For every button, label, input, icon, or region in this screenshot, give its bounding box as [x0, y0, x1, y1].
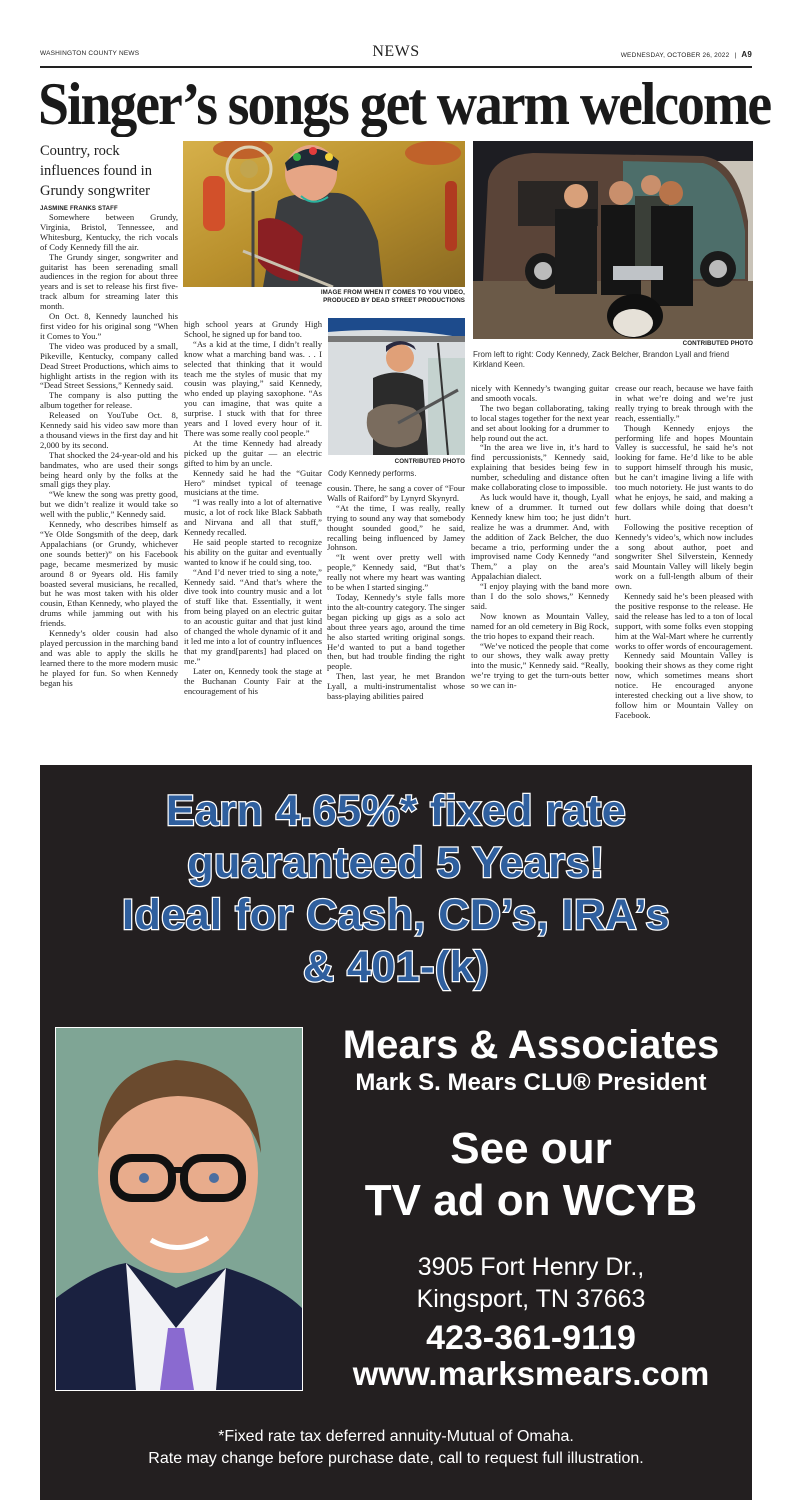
- paragraph: The company is also putting the album together for release.: [40, 390, 178, 411]
- paragraph: “It went over pretty well with people,” Kennedy said, “But that’s really not where my heart was wanting to be when I started singing.”: [327, 552, 465, 593]
- paragraph: Now known as Mountain Valley, named for an old cemetery in Big Rock, the trio hopes to expand their reach.: [471, 610, 609, 641]
- article-headline: Singer’s songs get warm welcome: [38, 71, 771, 137]
- paragraph: Kennedy, who describes himself as “Ye Olde Songsmith of the deep, dark Appalachians (or Grundy, whichever one sounds better)” on his Facebook page, became mesmerized by music around 8 or 9years old. His family boasted several musicians, he recalled, but he was most taken with his older cousin, Ethan Kennedy, who played the drums while jamming out with his friends.: [40, 519, 178, 629]
- man-with-glasses-portrait: [56, 1028, 302, 1390]
- paragraph: Kennedy’s older cousin had also played percussion in the marching band and was able to apply the skills he learned there to the more modern music he played for fun. So when Kennedy began his: [40, 628, 178, 688]
- ad-person-title: Mark S. Mears CLU® President: [355, 1069, 707, 1096]
- paragraph: The Grundy singer, songwriter and guitarist has been serenading small audiences in the region for about three years and is set to release his first five-track album for streaming later this month.: [40, 251, 178, 312]
- performance-photo-credit: CONTRIBUTED PHOTO: [394, 458, 465, 465]
- paragraph: The video was produced by a small, Pikeville, Kentucky, company called Dead Street Productions, which aims to highlight artists in the region with its “Dead Street Sessions,” Kennedy said.: [40, 340, 178, 391]
- ad-disclaimer-line-1: *Fixed rate tax deferred annuity-Mutual of Omaha.: [218, 1428, 574, 1445]
- paragraph: The two began collaborating, taking to local stages together for the next year and set about looking for a drummer to help round out the act.: [471, 402, 609, 443]
- paragraph: nicely with Kennedy’s twanging guitar and smooth vocals.: [471, 383, 609, 403]
- mears-associates-ad: [40, 765, 752, 1500]
- paragraph: Kennedy said he’s been pleased with the positive response to the release. He said the release has led to a ton of local support, with some folks even stopping him at the Wal-Mart where he currently works to offer words of encouragement.: [615, 591, 753, 651]
- video-still-photo: [183, 141, 465, 287]
- paragraph: Kennedy said he had the “Guitar Hero” mindset typical of teenage musicians at the time.: [184, 467, 322, 498]
- paragraph: Released on YouTube Oct. 8, Kennedy said his video saw more than a thousand views in the first day and hit 2,000 by its second.: [40, 410, 178, 450]
- ad-tv-line-2: TV ad on WCYB: [364, 1176, 698, 1225]
- ad-disclaimer-line-2: Rate may change before purchase date, call to request full illustration.: [148, 1450, 644, 1467]
- ad-website[interactable]: www.marksmears.com: [352, 1355, 710, 1392]
- section-label: NEWS: [372, 43, 420, 60]
- paragraph: crease our reach, because we have faith in what we’re doing and we’re just really trying to break through with the reach, essentially.”: [615, 383, 753, 423]
- ad-tv-line-1: See our: [450, 1124, 612, 1173]
- article-column-2: [184, 320, 322, 696]
- paragraph: Then, last year, he met Brandon Lyall, a multi-instrumentalist whose bass-playing abilities paired: [327, 671, 465, 702]
- byline: JASMINE FRANKS STAFF: [40, 206, 118, 212]
- publication-name: WASHINGTON COUNTY NEWS: [40, 50, 140, 57]
- issue-date: WEDNESDAY, OCTOBER 26, 2022: [620, 52, 730, 59]
- page-number: A9: [741, 50, 752, 59]
- folio-date-page: [621, 50, 752, 59]
- paragraph: That shocked the 24-year-old and his bandmates, who are used their songs being heard only by the folks at the small gigs they play.: [40, 449, 178, 490]
- article-deck: Country, rock influences found in Grundy songwriter: [40, 143, 152, 199]
- ad-rate-headline: Earn 4.65%* fixed rate guaranteed 5 Years! Ideal for Cash, CD’s, IRA’s & 401-(k): [122, 787, 670, 991]
- paragraph: As luck would have it, though, Lyall knew of a drummer. It turned out Kennedy knew him too; he just didn’t realize he was a drummer. And, with the addition of Zack Belcher, the duo became a trio, performing under the improvised name Cody Kennedy “and Them,” a play on the area’s Appalachian dialect.: [471, 491, 609, 582]
- paragraph: cousin. There, he sang a cover of “Four Walls of Raiford” by Lynyrd Skynyrd.: [327, 483, 465, 503]
- ad-address-line-2: Kingsport, TN 37663: [416, 1285, 646, 1313]
- paragraph: Following the positive reception of Kennedy’s video’s, which now includes a song about author, poet and songwriter Shel Silverstein, Kennedy said Mountain Valley will likely begin work on a full-length album of their own.: [615, 521, 753, 592]
- ad-company-name: Mears & Associates: [342, 1023, 720, 1067]
- folio-separator: |: [734, 52, 737, 59]
- band-with-van-image: [473, 141, 753, 339]
- band-photo: [473, 141, 753, 339]
- ad-address-line-1: 3905 Fort Henry Dr.,: [417, 1253, 645, 1281]
- paragraph: “I enjoy playing with the band more than I do the solo shows,” Kennedy said.: [471, 581, 609, 611]
- article-column-3: [327, 484, 465, 702]
- paragraph: “As a kid at the time, I didn’t really know what a marching band was. . . I selected that thinking that it would teach me the styles of music that my cousin was playing,” said Kennedy, who ended up playing saxophone. “As you can imagine, that was quite a surprise. I stuck with that for three years and I loved every hour of it. There was some really cool people.”: [184, 338, 322, 438]
- paragraph: “In the area we live in, it’s hard to find percussionists,” Kennedy said, explaining that besides being few in number, scheduling and distance often make collaborating close to impossible.: [471, 442, 609, 493]
- paragraph: At the time Kennedy had already picked up the guitar — an electric gifted to him by an uncle.: [184, 437, 322, 468]
- article-column-4: [471, 384, 609, 691]
- singer-with-guitar-image: [183, 141, 465, 287]
- paragraph: “I was really into a lot of alternative music, a lot of rock like Black Sabbath and Nirvana and all that stuff,” Kennedy recalled.: [184, 497, 322, 538]
- singer-performing-image: [328, 318, 465, 455]
- paragraph: “We knew the song was pretty good, but we didn’t realize it would take so well with the public,” Kennedy said.: [40, 489, 178, 520]
- paragraph: “At the time, I was really, really trying to sound any way that somebody thought sounded good,” he said, recalling being influenced by Jamey Johnson.: [327, 502, 465, 553]
- band-photo-cutline: From left to right: Cody Kennedy, Zack Belcher, Brandon Lyall and friend Kirkland Keen.: [473, 350, 730, 369]
- article-column-5: [615, 384, 753, 721]
- paragraph: Kennedy said Mountain Valley is booking their shows as they come right now, which sometimes means short notice. He encouraged anyone interested checking out a live show, to follow him or Mountain Valley on Facebook.: [615, 650, 753, 720]
- paragraph: high school years at Grundy High School, he signed up for band too.: [184, 319, 322, 339]
- paragraph: “We’ve noticed the people that come to our shows, they walk away pretty into the music,” Kennedy said. “Really, we’re trying to get the turn-outs better so we can in-: [471, 640, 609, 691]
- paragraph: On Oct. 8, Kennedy launched his first video for his original song “When it Comes to You.”: [40, 311, 178, 341]
- paragraph: He said people started to recognize his ability on the guitar and eventually wanted to know if he could sing, too.: [184, 536, 322, 567]
- paragraph: Somewhere between Grundy, Virginia, Bristol, Tennessee, and Whitesburg, Kentucky, the rich vocals of Cody Kennedy fill the air.: [40, 212, 178, 252]
- ad-phone[interactable]: 423-361-9119: [426, 1319, 636, 1357]
- video-still-credit: IMAGE FROM WHEN IT COMES TO YOU VIDEO, PRODUCED BY DEAD STREET PRODUCTIONS: [320, 289, 465, 304]
- band-photo-credit: CONTRIBUTED PHOTO: [682, 340, 753, 347]
- article-column-1: [40, 213, 178, 689]
- paragraph: Today, Kennedy’s style falls more into the alt-country category. The singer began picking up gigs as a solo act about three years ago, around the time he also started writing original songs. He’d wanted to put a band together then, but had trouble finding the right people.: [327, 591, 465, 672]
- paragraph: Though Kennedy enjoys the performing life and hopes Mountain Valley is successful, he said he’s not looking for fame. He’d like to be able to support himself through his music, but he can’t imagine living a life with too much notoriety. He just wants to do what he enjoys, he said, and making a few dollars while doing that doesn’t hurt.: [615, 422, 753, 522]
- performance-photo: [328, 318, 465, 455]
- masthead-rule: [40, 66, 752, 68]
- paragraph: Later on, Kennedy took the stage at the Buchanan County Fair at the encouragement of his: [184, 665, 322, 696]
- paragraph: “And I’d never tried to sing a note,” Kennedy said. “And that’s where the dive took into country music and a lot of stuff like that. Essentially, it went from being played on an electric guitar to an acoustic guitar and that just kind of changed the whole dynamic of it and it led me into a lot of country influences that my grand[parents] had placed on me.”: [184, 566, 322, 666]
- performance-photo-cutline: Cody Kennedy performs.: [328, 469, 417, 478]
- ad-portrait: [55, 1027, 303, 1391]
